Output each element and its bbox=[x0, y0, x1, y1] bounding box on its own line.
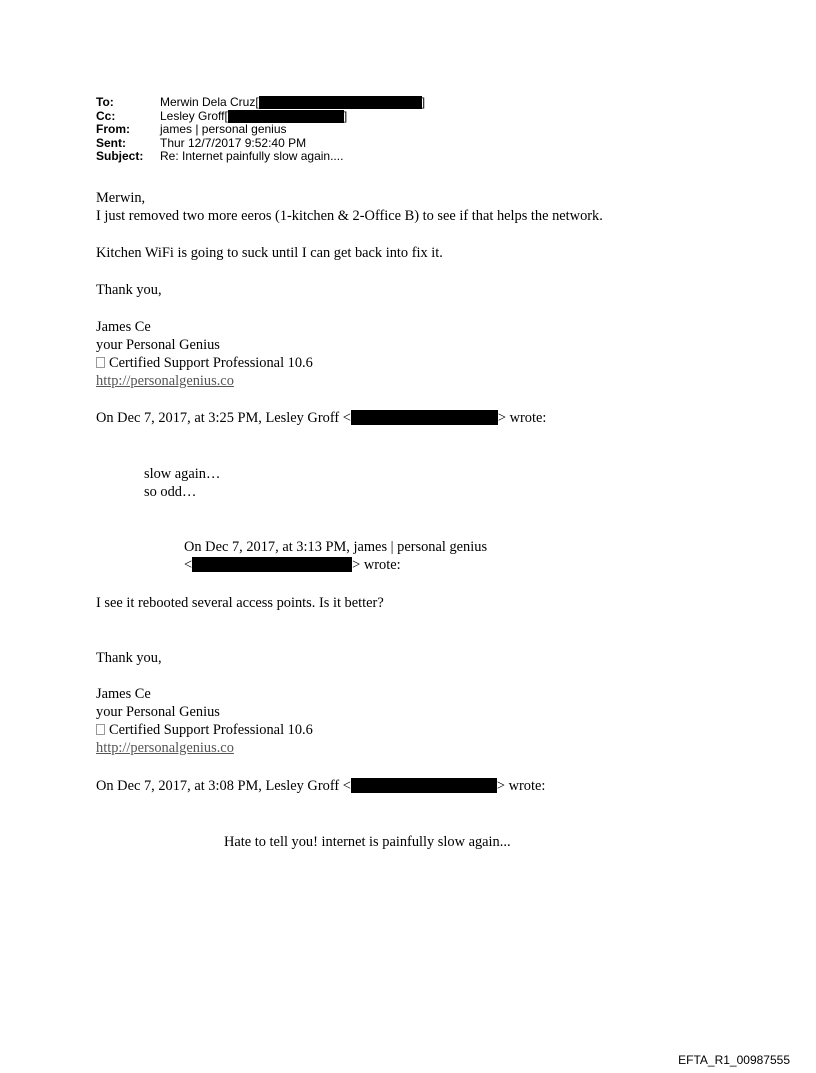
sent-row bbox=[96, 137, 425, 151]
message-line-1: I just removed two more eeros (1-kitchen & 2-Office B) to see if that helps the network. bbox=[96, 208, 603, 224]
quote1-intro bbox=[96, 409, 546, 427]
document-id: EFTA_R1_00987555 bbox=[678, 1053, 790, 1067]
cc-close: ] bbox=[343, 108, 348, 123]
quote2-thanks: Thank you, bbox=[96, 650, 162, 666]
quote2-intro-2 bbox=[184, 556, 401, 574]
sent-value: Thur 12/7/2017 9:52:40 PM bbox=[160, 135, 307, 150]
quote3-intro-post: > wrote: bbox=[496, 778, 546, 794]
quote3-intro bbox=[96, 777, 545, 795]
from-row bbox=[96, 123, 425, 137]
missing-glyph-icon bbox=[96, 724, 105, 735]
cc-value: Lesley Groff[ bbox=[160, 108, 228, 123]
quote1-intro-post: > wrote: bbox=[497, 410, 547, 426]
signature-cert-text: Certified Support Professional 10.6 bbox=[109, 355, 313, 371]
quote2-intro: On Dec 7, 2017, at 3:13 PM, james | personal genius bbox=[184, 539, 488, 555]
quote2-intro-post: > wrote: bbox=[352, 557, 401, 573]
signature2-cert-text: Certified Support Professional 10.6 bbox=[109, 722, 313, 738]
quote1-line-2: so odd… bbox=[144, 484, 197, 500]
sent-label: Sent: bbox=[96, 135, 126, 150]
redaction-bar bbox=[192, 557, 352, 572]
redaction-bar bbox=[351, 778, 497, 793]
signature-link[interactable]: http://personalgenius.co bbox=[96, 373, 234, 389]
redaction-bar bbox=[259, 96, 422, 109]
signature-cert bbox=[96, 354, 313, 372]
to-value: Merwin Dela Cruz[ bbox=[160, 95, 259, 109]
to-label: To: bbox=[96, 95, 114, 109]
quote2-body: I see it rebooted several access points. Is it better? bbox=[96, 595, 384, 611]
quote1-intro-pre: On Dec 7, 2017, at 3:25 PM, Lesley Groff < bbox=[96, 410, 351, 426]
subject-row bbox=[96, 150, 425, 164]
signature2-name: James Ce bbox=[96, 686, 151, 702]
subject-value: Re: Internet painfully slow again.... bbox=[160, 149, 344, 164]
quote1-line-1: slow again… bbox=[144, 466, 221, 482]
to-close: ] bbox=[421, 95, 426, 109]
signature2-link[interactable]: http://personalgenius.co bbox=[96, 740, 234, 756]
email-header bbox=[96, 96, 425, 164]
from-label: From: bbox=[96, 122, 130, 137]
signature-title: your Personal Genius bbox=[96, 337, 220, 353]
to-row bbox=[96, 96, 425, 110]
signature2-cert bbox=[96, 721, 313, 739]
quote3-body: Hate to tell you! internet is painfully slow again... bbox=[224, 834, 511, 850]
cc-label: Cc: bbox=[96, 108, 116, 123]
redaction-bar bbox=[228, 110, 344, 123]
redaction-bar bbox=[351, 410, 498, 425]
thanks-text: Thank you, bbox=[96, 282, 162, 298]
message-line-2: Kitchen WiFi is going to suck until I can get back into fix it. bbox=[96, 245, 443, 261]
greeting: Merwin, bbox=[96, 190, 146, 206]
cc-row bbox=[96, 110, 425, 124]
from-value: james | personal genius bbox=[160, 122, 287, 137]
quote2-intro-pre: < bbox=[184, 557, 193, 573]
signature2-title: your Personal Genius bbox=[96, 704, 220, 720]
quote3-intro-pre: On Dec 7, 2017, at 3:08 PM, Lesley Groff < bbox=[96, 778, 351, 794]
missing-glyph-icon bbox=[96, 357, 105, 368]
subject-label: Subject: bbox=[96, 149, 144, 164]
signature-name: James Ce bbox=[96, 319, 151, 335]
